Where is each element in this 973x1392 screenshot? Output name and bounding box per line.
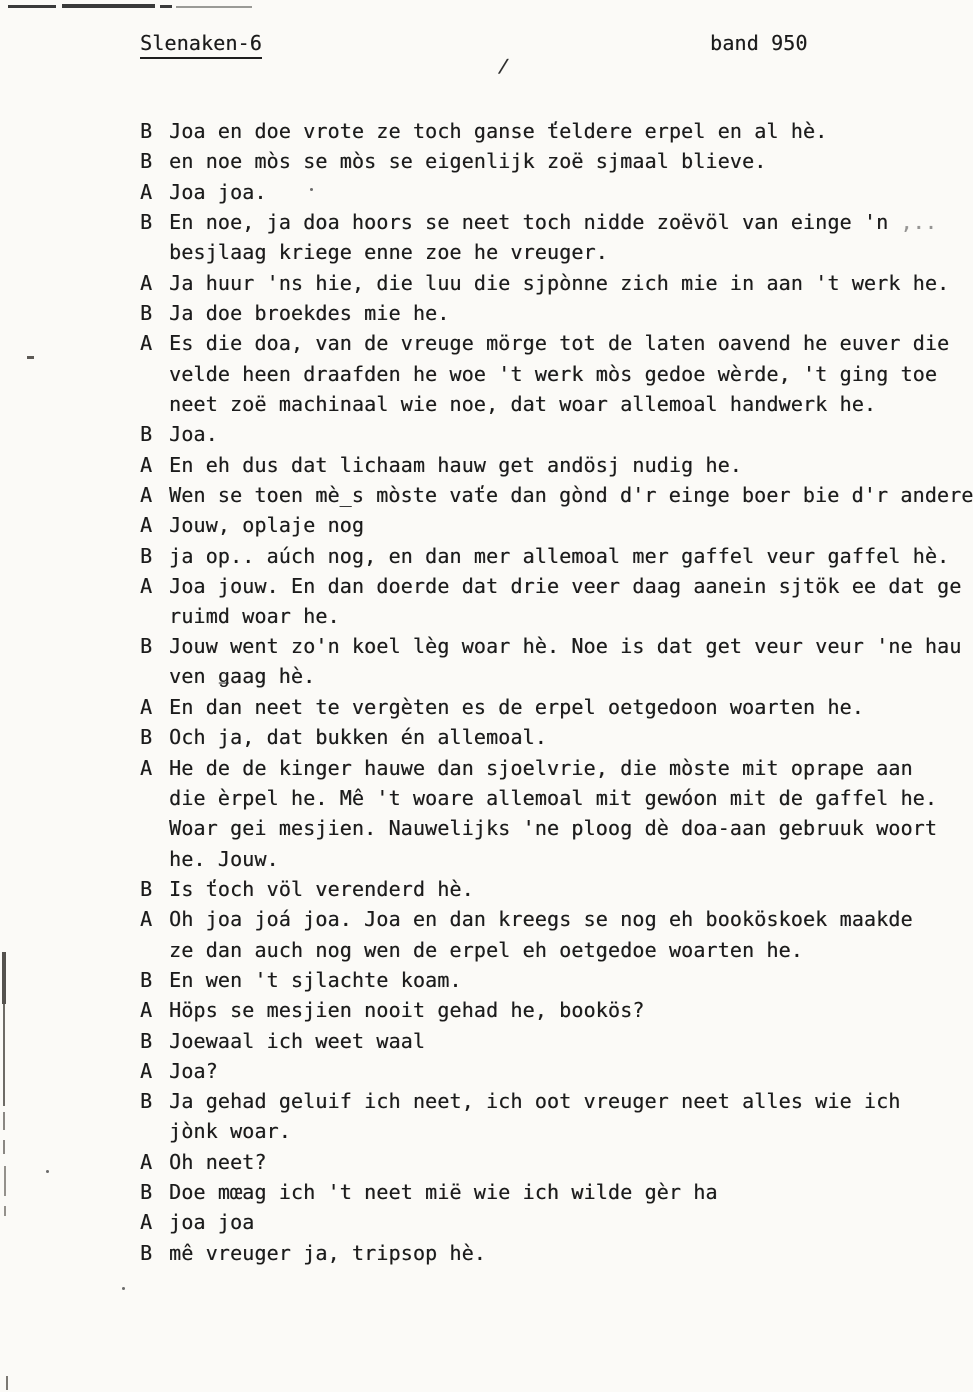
transcript-line (140, 813, 973, 843)
speaker-label: B (140, 876, 153, 901)
line-text: Oh joa joá joa. Joa en dan kreegs se nog eh booköskoek maakde (169, 907, 913, 932)
speaker-label: B (140, 119, 153, 144)
line-text: En dan neet te vergèten es de erpel oetgedoon woarten he. (169, 695, 864, 720)
transcript-line (140, 268, 973, 298)
line-text: Joa. (169, 422, 218, 447)
line-text: Höps se mesjien nooit gehad he, bookös? (169, 998, 645, 1023)
line-text: Ja gehad geluif ich neet, ich oot vreuger neet alles wie ich (169, 1089, 901, 1114)
transcript-line (140, 995, 973, 1025)
speaker-label: A (140, 1058, 153, 1083)
transcript-line (140, 662, 973, 692)
speaker-label: B (140, 725, 153, 750)
speaker-label: A (140, 513, 153, 538)
line-text: Jouw went zo'n koel lèg woar hè. Noe is dat get veur veur 'ne hau (169, 634, 962, 659)
line-text: ja op.. aúch nog, en dan mer allemoal mer gaffel veur gaffel hè. (169, 543, 950, 568)
speaker-label: B (140, 422, 153, 447)
speaker-label: A (140, 907, 153, 932)
transcript-line (140, 177, 973, 207)
speaker-label: A (140, 270, 153, 295)
transcript-line (140, 1116, 973, 1146)
transcript-line (140, 874, 973, 904)
scan-edge-line (4, 1206, 6, 1216)
transcript-line (140, 1207, 973, 1237)
band-number-label: band 950 (710, 31, 808, 55)
transcript (140, 116, 973, 1268)
transcript-line (140, 1177, 973, 1207)
speaker-label: A (140, 998, 153, 1023)
transcript-line (140, 1147, 973, 1177)
scan-edge-line (4, 1166, 6, 1196)
scan-dash-1 (8, 5, 56, 8)
line-text: neet zoë machinaal wie noe, dat woar allemoal handwerk he. (169, 391, 877, 416)
scan-edge-line (2, 952, 6, 1004)
line-text: Joa? (169, 1058, 218, 1083)
line-text: ruimd woar he. (169, 604, 340, 629)
line-text: Es die doa, van de vreuge mörge tot de laten oavend he euver die (169, 331, 950, 356)
scan-dash-3 (160, 5, 172, 8)
transcript-line (140, 753, 973, 783)
speaker-label: A (140, 695, 153, 720)
speaker-label: B (140, 634, 153, 659)
line-text: Joewaal ich weet waal (169, 1028, 426, 1053)
line-text: Wen se toen mè̲s mòste vaťe dan gònd d'r einge boer bie d'r andere (169, 482, 973, 507)
transcript-line (140, 934, 973, 964)
scan-slash-mark: / (496, 56, 511, 77)
line-text: he. Jouw. (169, 846, 279, 871)
transcript-line (140, 419, 973, 449)
line-text: jònk woar. (169, 1119, 291, 1144)
speaker-label: A (140, 452, 153, 477)
speaker-label: B (140, 1028, 153, 1053)
speaker-label: B (140, 543, 153, 568)
scan-edge-line (3, 1140, 5, 1154)
speaker-label: A (140, 1210, 153, 1235)
line-text: mê vreuger ja, tripsop hè. (169, 1240, 486, 1265)
transcript-line (140, 1056, 973, 1086)
transcript-line (140, 1025, 973, 1055)
line-text: Ja huur 'ns hie, die luu die sjpònne zich mie in aan 't werk he. (169, 270, 950, 295)
line-text: Joa jouw. En dan doerde dat drie veer daag aanein sjtök ee dat ge (169, 573, 962, 598)
line-text: ze dan auch nog wen de erpel eh oetgedoe woarten he. (169, 937, 803, 962)
line-text: ven ǥaag hè. (169, 663, 316, 688)
line-text: Och ja, dat bukken én allemoal. (169, 725, 547, 750)
line-text: Joa en doe vrote ze toch ganse ťeldere erpel en al hè. (169, 119, 828, 144)
line-text: Oh neet? (169, 1149, 267, 1174)
line-text: Is ťoch völ verenderd hè. (169, 876, 474, 901)
transcript-line (140, 904, 973, 934)
transcript-line (140, 389, 973, 419)
line-text: Ja doe broekdes mie he. (169, 301, 450, 326)
speaker-label: B (140, 301, 153, 326)
line-text: He de de kinger hauwe dan sjoelvrie, die mòste mit oprape aan (169, 755, 913, 780)
line-text: die èrpel he. Mê 't woare allemoal mit gewóon mit de gaffel he. (169, 786, 938, 811)
transcript-line (140, 571, 973, 601)
scan-edge-line (3, 1112, 5, 1130)
transcript-line (140, 328, 973, 358)
transcript-line (140, 146, 973, 176)
speaker-label: B (140, 210, 153, 235)
speaker-label: A (140, 179, 153, 204)
scan-speck (122, 1287, 125, 1290)
transcript-line (140, 722, 973, 752)
transcript-line (140, 601, 973, 631)
transcript-line (140, 207, 973, 237)
speaker-label: B (140, 1089, 153, 1114)
scan-edge-line (3, 1004, 5, 1106)
speaker-label: A (140, 1149, 153, 1174)
line-text: besjlaag kriege enne zoe he vreuger. (169, 240, 608, 265)
speaker-label: B (140, 149, 153, 174)
line-text: velde heen draafden he woe 't werk mòs gedoe wèrde, 't ging toe (169, 361, 938, 386)
transcript-line (140, 965, 973, 995)
line-text: Joa joa. (169, 179, 267, 204)
transcript-line (140, 540, 973, 570)
line-text: En eh dus dat lichaam hauw get andösj nudig he. (169, 452, 742, 477)
speaker-label: B (140, 1240, 153, 1265)
transcript-line (140, 116, 973, 146)
scan-dash-4 (176, 6, 252, 8)
faint-scan-marks: ,.. (888, 210, 938, 235)
scan-edge-line (6, 1376, 8, 1390)
line-text: joa joa (169, 1210, 255, 1235)
scan-speck (27, 356, 34, 359)
transcript-line (140, 449, 973, 479)
speaker-label: B (140, 1180, 153, 1205)
transcript-line (140, 1086, 973, 1116)
line-text: en noe mòs se mòs se eigenlijk zoë sjmaal blieve. (169, 149, 767, 174)
transcript-line (140, 692, 973, 722)
page-title: Slenaken-6 (140, 31, 262, 59)
speaker-label: A (140, 573, 153, 598)
transcript-line (140, 510, 973, 540)
transcript-line (140, 783, 973, 813)
transcript-line (140, 631, 973, 661)
speaker-label: A (140, 482, 153, 507)
scan-dash-2 (62, 4, 155, 8)
line-text: En noe, ja doa hoors se neet toch nidde zoëvöl van einge 'n ,.. (169, 210, 938, 235)
speaker-label: A (140, 755, 153, 780)
line-text: Woar gei mesjien. Nauwelijks 'ne ploog dè doa-aan gebruuk woort (169, 816, 938, 841)
speaker-label: A (140, 331, 153, 356)
transcript-line (140, 844, 973, 874)
transcript-line (140, 480, 973, 510)
transcript-line (140, 1238, 973, 1268)
scan-speck (46, 1170, 49, 1173)
speaker-label: B (140, 967, 153, 992)
line-text: En wen 't sjlachte koam. (169, 967, 462, 992)
transcript-line (140, 359, 973, 389)
transcript-line (140, 298, 973, 328)
line-text: Jouw, oplaje nog (169, 513, 365, 538)
line-text: Doe mœag ich 't neet mië wie ich wilde gèr ha (169, 1180, 718, 1205)
transcript-line (140, 237, 973, 267)
